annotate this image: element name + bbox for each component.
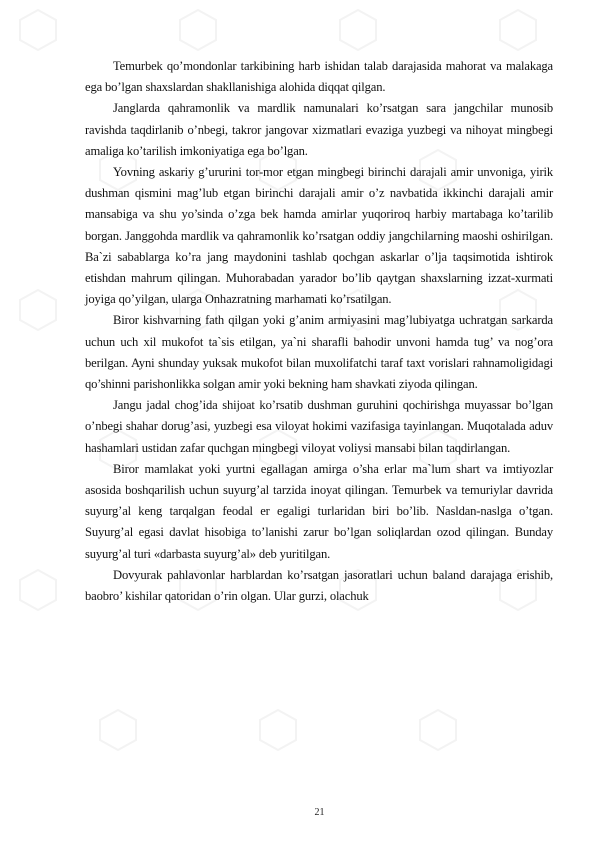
page-number: 21 — [314, 807, 325, 818]
paragraph: Yovning askariy g’ururini tor-mor etgan mingbegi birinchi darajali amir unvoniga, yirik dushman qismini mag’lub etgan birinchi darajali amir o’z navbatida ikkinchi darajali amir mansabiga va shu yo’sinda o’zga bek hamda amirlar yuqoriroq harbiy martabaga ko’tarilib borgan. Janggohda mardlik va qahramonlik ko’rsatgan oddiy jangchilarning maoshi oshirilgan. Ba`zi sabablarga ko’ra jang maydonini tashlab qochgan askarlar o’lja taqsimotida ishtirok etishdan mahrum qilingan. Muhorabadan yarador bo’lib qaytgan shaxslarning izzat-xurmati joyiga qo’yilgan, ularga Onhazratning marhamati ko’rsatilgan. — [85, 165, 553, 307]
paragraph: Biror kishvarning fath qilgan yoki g’anim armiyasini mag’lubiyatga uchratgan sarkarda uchun uch xil mukofot ta`sis etilgan, ya`ni sharafli bahodir unvoni hamda tug’ va nog’ora berilgan. Ayni shunday yuksak mukofot bilan muxolifatchi taraf taxt vorislari rahnamoligidagi qo’shinni parishonlikka solgan amir yoki bekning ham shavkati ziyoda qilingan. — [85, 313, 553, 392]
body-text — [85, 56, 553, 607]
paragraph: Janglarda qahramonlik va mardlik namunalari ko’rsatgan sara jangchilar munosib ravishda taqdirlanib o’nbegi, takror jangovar xizmatlari evaziga yuzbegi va nihoyat mingbegi amaliga ko’tarilish imkoniyatiga ega bo’lgan. — [85, 101, 553, 158]
paragraph: Dovyurak pahlavonlar harblardan ko’rsatgan jasoratlari uchun baland darajaga erishib, baobro’ kishilar qatoridan o’rin olgan. Ular gurzi, olachuk — [85, 567, 553, 604]
paragraph: Jangu jadal chog’ida shijoat ko’rsatib dushman guruhini qochirishga muyassar bo’lgan o’nbegi shahar dorug’asi, yuzbegi esa viloyat hokimi vazifasiga tayinlangan. Muqotalada aduv hashamlari ustidan zafar quchgan mingbegi viloyat voliysi mansabi bilan taqdirlangan. — [85, 398, 553, 455]
paragraph: Temurbek qo’mondonlar tarkibining harb ishidan talab darajasida mahorat va malakaga ega bo’lgan shaxslardan shakllanishiga alohida diqqat qilgan. — [85, 59, 553, 95]
paragraph: Biror mamlakat yoki yurtni egallagan amirga o’sha erlar ma`lum shart va imtiyozlar asosida boshqarilish uchun suyurg’al tarzida inoyat qilingan. Temurbek va temuriylar davrida suyurg’al keng tarqalgan feodal er egaligi turlaridan biri bo’lib. Nasldan-naslga o’tgan. Suyurg’al egasi davlat hisobiga to’lanishi zarur bo’lgan soliqlardan ozod qilingan. Bunday suyurg’al turi «darbasta suyurg’al» deb yuritilgan. — [85, 461, 553, 561]
